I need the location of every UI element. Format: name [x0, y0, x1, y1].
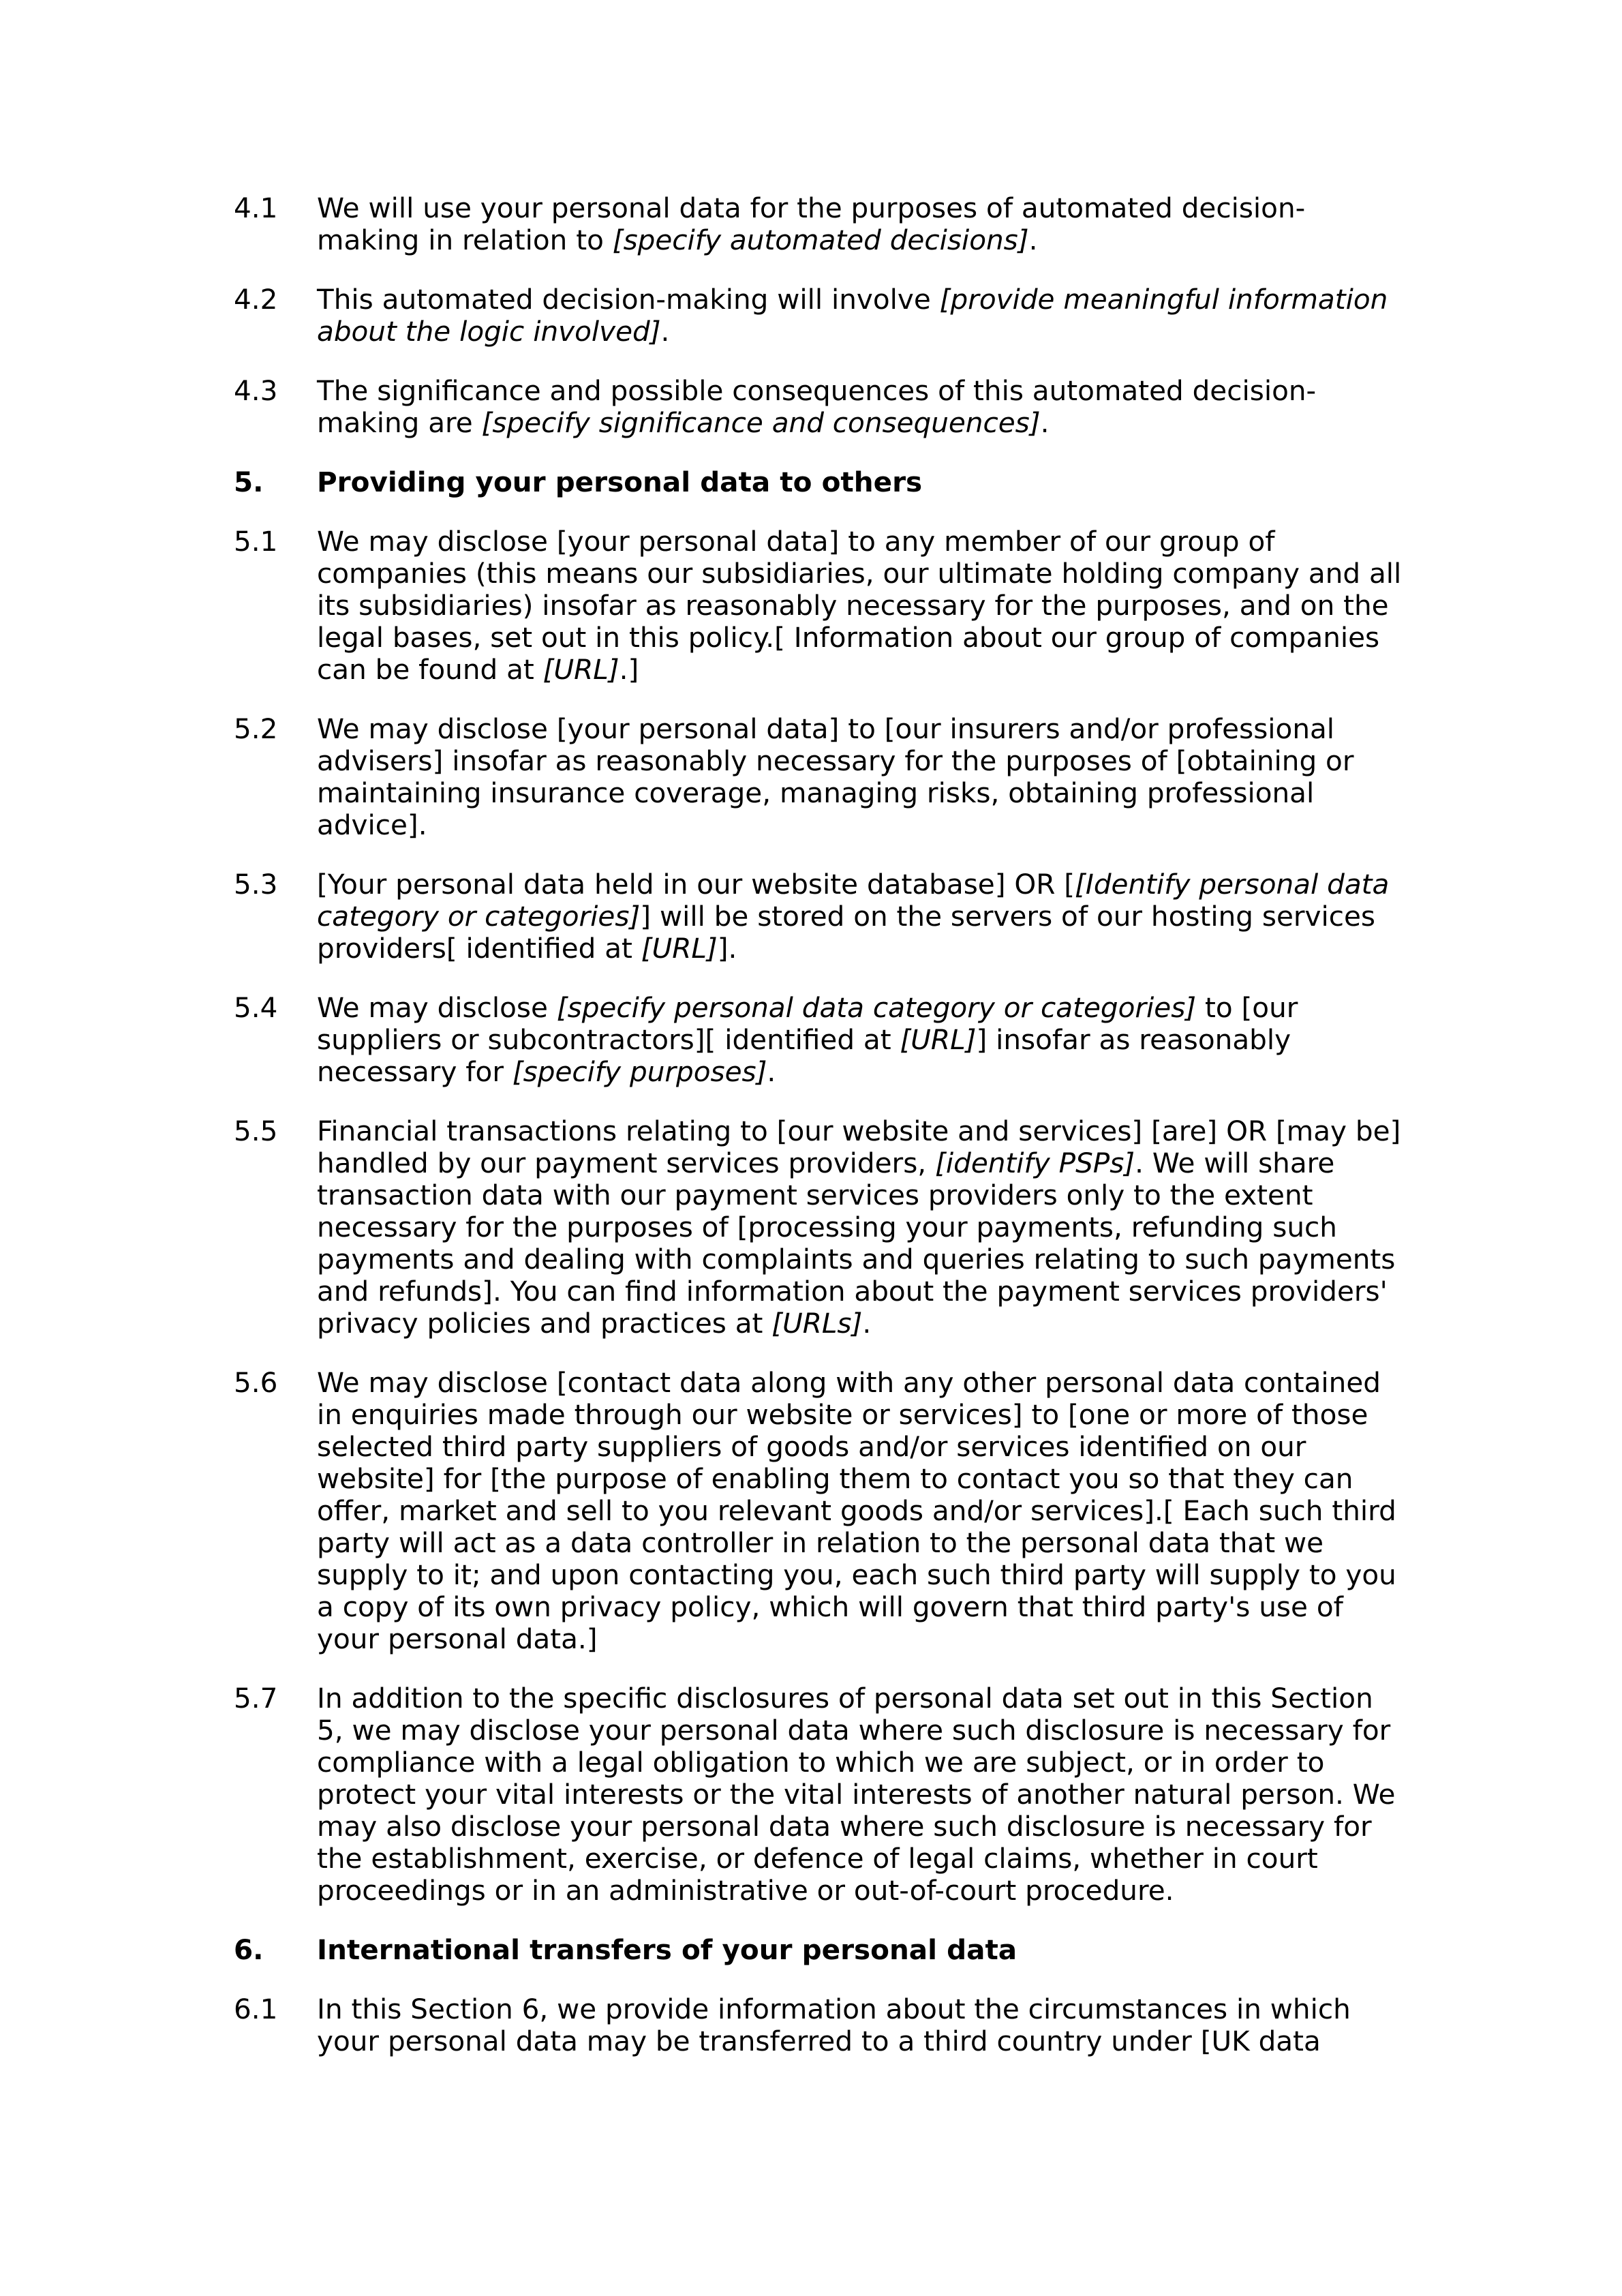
text-run: .: [862, 1307, 872, 1340]
document-body: [234, 192, 1406, 2085]
clause-text: [317, 1993, 1406, 2057]
text-run: We may disclose [your personal data] to any member of our group of companies (this means our subsidiaries, our ultimate holding company and all its subsidiaries) insofar as reasonably necessary for the purposes, and on the legal bases, set out in this policy.[ Information about our group of companies can be found at: [317, 525, 1402, 686]
placeholder-text: [specify automated decisions]: [612, 224, 1029, 256]
text-run: .]: [619, 653, 639, 686]
placeholder-text: [URLs]: [771, 1307, 863, 1340]
placeholder-text: [URL]: [542, 653, 619, 686]
clause-paragraph: [234, 375, 1406, 439]
placeholder-text: [specify significance and consequences]: [481, 406, 1041, 439]
text-run: We may disclose [your personal data] to [our insurers and/or professional advisers] insofar as reasonably necessary for the purposes of [obtaining or maintaining insurance coverage, managing risks, obtaining professional advice].: [317, 712, 1354, 841]
text-run: [Your personal data held in our website database] OR [: [317, 868, 1075, 901]
text-run: .: [660, 315, 670, 348]
placeholder-text: [specify personal data category or categories]: [556, 991, 1197, 1024]
clause-paragraph: [234, 284, 1406, 348]
clause-text: [317, 713, 1406, 841]
clause-text: [317, 868, 1406, 965]
clause-paragraph: [234, 713, 1406, 841]
clause-paragraph: [234, 992, 1406, 1088]
clause-number: 4.2: [234, 283, 278, 316]
clause-paragraph: [234, 1682, 1406, 1907]
placeholder-text: [URL]: [641, 932, 718, 965]
clause-number: 5.6: [234, 1366, 278, 1399]
section-heading: [234, 466, 1406, 498]
clause-number: 5.2: [234, 712, 278, 745]
section-heading-text: [317, 1934, 1406, 1966]
text-run: ].: [717, 932, 737, 965]
clause-number: 5.5: [234, 1115, 278, 1147]
clause-text: [317, 1115, 1406, 1340]
clause-paragraph: [234, 1993, 1406, 2057]
section-heading-text: [317, 466, 1406, 498]
text-run: We may disclose: [317, 991, 557, 1024]
text-run: to [our suppliers or subcontractors][ identified at: [317, 991, 1298, 1056]
clause-paragraph: [234, 1367, 1406, 1655]
clause-number: 5.7: [234, 1682, 278, 1715]
text-run: .: [1040, 406, 1050, 439]
text-run: In this Section 6, we provide information about the circumstances in which your personal data may be transferred to a third country under [UK data: [317, 1993, 1351, 2057]
placeholder-text: [URL]: [900, 1023, 977, 1056]
placeholder-text: [Identify personal data category or categories]: [317, 868, 1390, 933]
text-run: ] insofar as reasonably necessary for: [317, 1023, 1291, 1088]
clause-text: [317, 375, 1406, 439]
clause-text: [317, 1367, 1406, 1655]
text-run: .: [1028, 224, 1038, 256]
clause-number: 5.1: [234, 525, 278, 558]
clause-paragraph: [234, 526, 1406, 686]
text-run: We may disclose [contact data along with any other personal data contained in enquiries made through our website or services] to [one or more of those selected third party suppliers of goods and/or services identified on our website] for [the purpose of enabling them to contact you so that they can offer, market and sell to you relevant goods and/or services].[ Each such third party will act as a data controller in relation to the personal data that we supply to it; and upon contacting you, each such third party will supply to you a copy of its own privacy policy, which will govern that third party's use of your personal data.]: [317, 1366, 1396, 1655]
text-run: The significance and possible consequences of this automated decision-making are: [317, 374, 1317, 439]
clause-number: 5.: [234, 466, 264, 498]
clause-number: 6.: [234, 1933, 264, 1966]
text-run: Providing your personal data to others: [317, 466, 923, 498]
clause-text: [317, 526, 1406, 686]
placeholder-text: [identify PSPs]: [935, 1147, 1135, 1179]
clause-paragraph: [234, 1115, 1406, 1340]
section-heading: [234, 1934, 1406, 1966]
text-run: In addition to the specific disclosures of personal data set out in this Section 5, we may disclose your personal data where such disclosure is necessary for compliance with a legal obligation to which we are subject, or in order to protect your vital interests or the vital interests of another natural person. We may also disclose your personal data where such disclosure is necessary for the establishment, exercise, or defence of legal claims, whether in court proceedings or in an administrative or out-of-court procedure.: [317, 1682, 1396, 1907]
placeholder-text: [specify purposes]: [512, 1055, 767, 1088]
clause-number: 6.1: [234, 1993, 278, 2025]
text-run: . We will share transaction data with our payment services providers only to the extent necessary for the purposes of [processing your payments, refunding such payments and dealing with complaints and queries relating to such payments and refunds]. You can find information about the payment services providers' privacy policies and practices at: [317, 1147, 1396, 1340]
clause-number: 4.1: [234, 192, 278, 224]
clause-number: 5.3: [234, 868, 278, 901]
text-run: ] will be stored on the servers of our hosting services providers[ identified at: [317, 900, 1376, 965]
clause-text: [317, 192, 1406, 256]
text-run: Financial transactions relating to [our website and services] [are] OR [may be] handled by our payment services providers,: [317, 1115, 1401, 1179]
clause-text: [317, 992, 1406, 1088]
placeholder-text: [provide meaningful information about the logic involved]: [317, 283, 1388, 348]
clause-text: [317, 1682, 1406, 1907]
clause-number: 5.4: [234, 991, 278, 1024]
text-run: .: [767, 1055, 776, 1088]
text-run: This automated decision-making will involve: [317, 283, 940, 316]
clause-text: [317, 284, 1406, 348]
clause-paragraph: [234, 192, 1406, 256]
text-run: International transfers of your personal data: [317, 1933, 1017, 1966]
clause-paragraph: [234, 868, 1406, 965]
clause-number: 4.3: [234, 374, 278, 407]
text-run: We will use your personal data for the purposes of automated decision-making in relation to: [317, 192, 1306, 256]
